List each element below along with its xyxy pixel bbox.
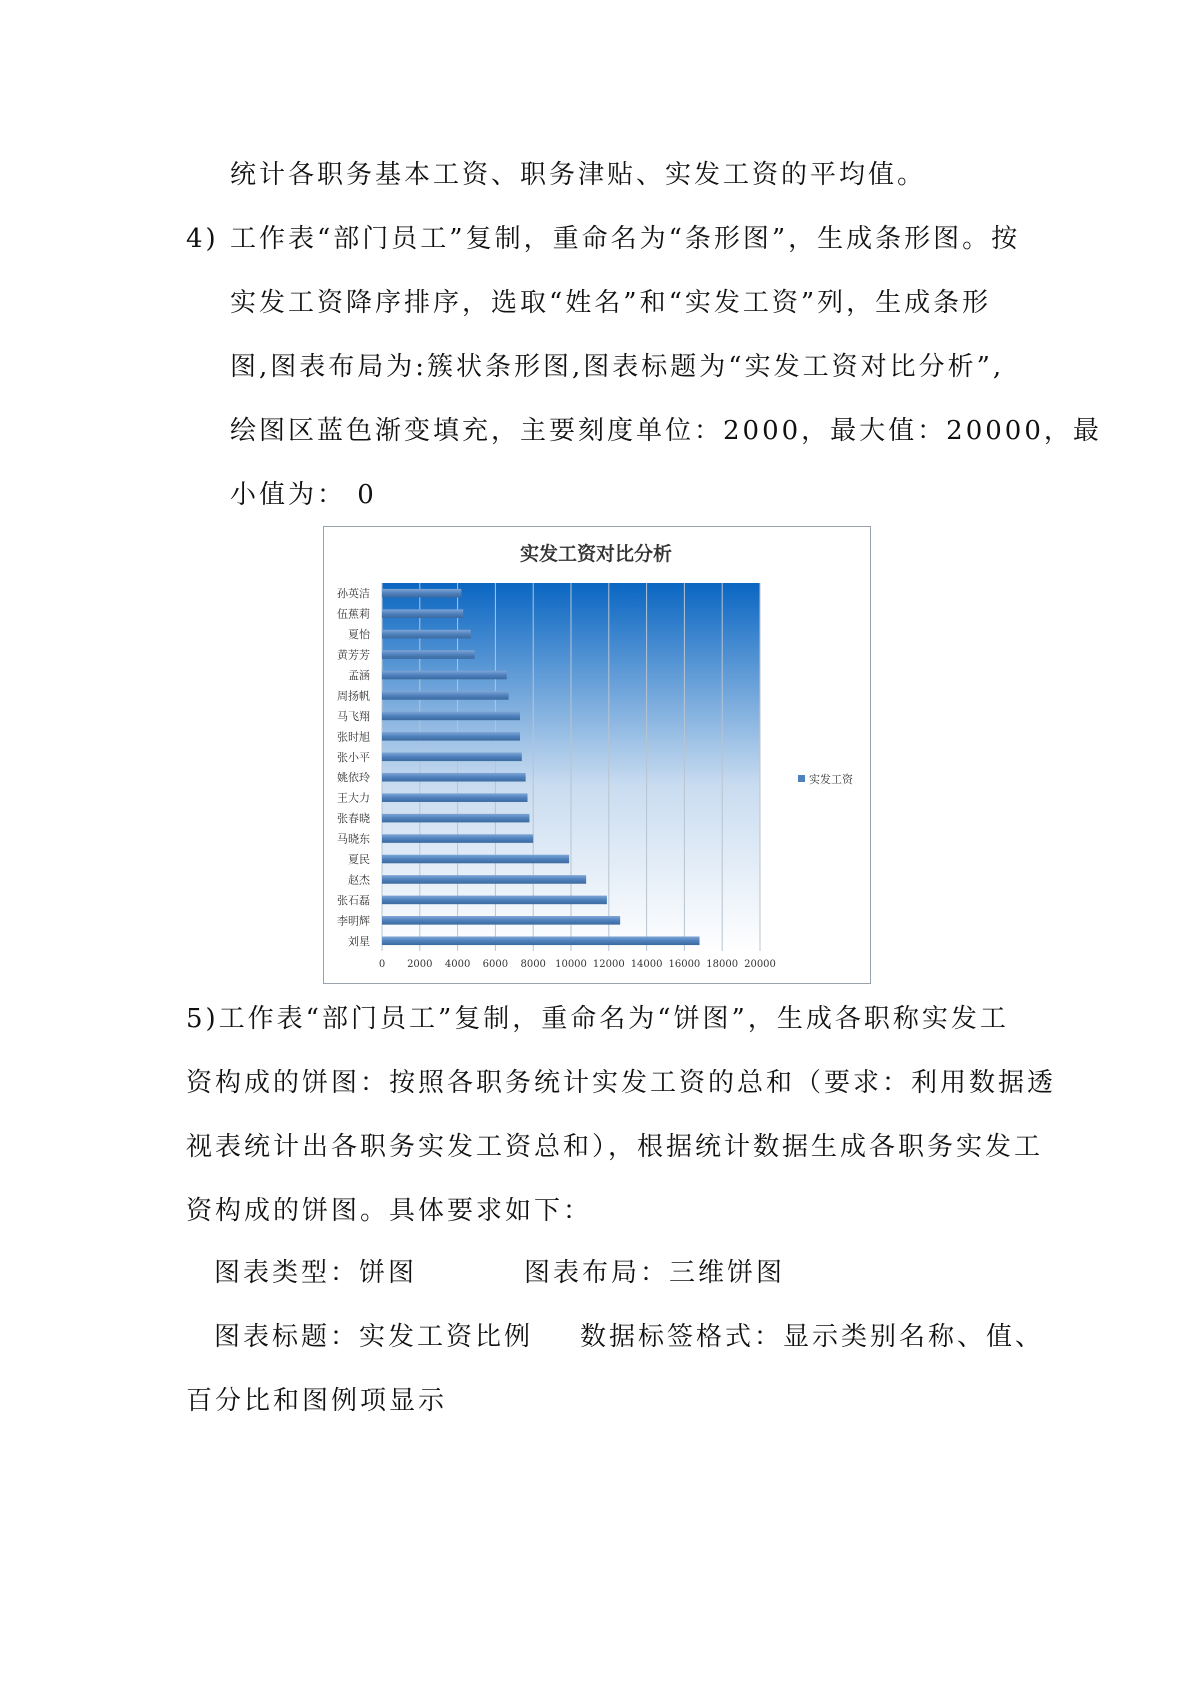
x-tick-labels xyxy=(379,959,776,970)
category-label: 张石磊 xyxy=(337,893,370,907)
x-tick-label: 16000 xyxy=(668,959,701,970)
x-tick-label: 8000 xyxy=(520,959,546,970)
bar xyxy=(382,916,620,925)
x-tick-label: 6000 xyxy=(482,959,509,970)
legend-swatch xyxy=(798,775,805,782)
req-label-format: 数据标签格式：显示类别名称、值、 xyxy=(580,1322,1045,1352)
step-5-line-4: 资构成的饼图。具体要求如下： xyxy=(186,1196,593,1226)
bar xyxy=(382,671,507,680)
x-tick-label: 2000 xyxy=(407,959,433,970)
bar xyxy=(382,691,509,700)
bar xyxy=(382,609,463,618)
category-label: 周扬帆 xyxy=(337,689,370,703)
x-tick-label: 12000 xyxy=(592,959,625,970)
req-chart-title: 图表标题：实发工资比例 xyxy=(214,1322,534,1352)
category-label: 马晓东 xyxy=(337,832,370,846)
category-label: 张小平 xyxy=(337,750,370,764)
category-label: 赵杰 xyxy=(348,873,370,887)
bar xyxy=(382,752,522,761)
category-label: 孙英洁 xyxy=(337,587,370,601)
x-tick-label: 4000 xyxy=(444,959,471,970)
category-label: 张时旭 xyxy=(337,730,370,744)
x-tick-label: 14000 xyxy=(630,959,663,970)
category-label: 刘星 xyxy=(348,934,370,948)
bar xyxy=(382,936,700,945)
step-5-line-3: 视表统计出各职务实发工资总和），根据统计数据生成各职务实发工 xyxy=(186,1132,1044,1162)
category-label: 王大力 xyxy=(337,791,370,805)
legend xyxy=(798,772,854,786)
category-label: 张春晓 xyxy=(337,812,370,826)
category-label: 夏民 xyxy=(348,853,370,866)
req-chart-layout: 图表布局：三维饼图 xyxy=(524,1258,786,1288)
legend-label: 实发工资 xyxy=(809,773,853,786)
bar-chart-svg xyxy=(324,527,870,983)
bar xyxy=(382,630,471,639)
category-label: 伍蕉莉 xyxy=(337,607,370,621)
bar xyxy=(382,814,529,823)
step-4-number: 4) xyxy=(186,224,219,254)
step-4-line-1: 工作表“部门员工”复制，重命名为“条形图”，生成条形图。按 xyxy=(230,224,1021,254)
category-label: 孟涵 xyxy=(348,669,370,682)
x-tick-label: 18000 xyxy=(706,959,739,970)
bar xyxy=(382,875,586,884)
req-chart-type: 图表类型：饼图 xyxy=(214,1258,418,1288)
bar xyxy=(382,732,520,741)
bar xyxy=(382,834,533,843)
step-5-line-1: 5)工作表“部门员工”复制，重命名为“饼图”，生成各职称实发工 xyxy=(186,1004,1009,1034)
category-label: 黄芳芳 xyxy=(337,648,370,662)
bar xyxy=(382,712,520,721)
category-label: 夏怡 xyxy=(348,628,370,642)
bar-chart xyxy=(323,526,871,984)
bar xyxy=(382,896,607,905)
category-label: 马飞翔 xyxy=(337,709,370,723)
category-labels xyxy=(337,586,371,948)
bar xyxy=(382,793,528,802)
step-4-line-3: 图,图表布局为:簇状条形图,图表标题为“实发工资对比分析”, xyxy=(230,352,1005,382)
step-4-line-4: 绘图区蓝色渐变填充，主要刻度单位：2000，最大值：20000，最 xyxy=(230,416,1102,446)
category-label: 李明辉 xyxy=(337,914,370,928)
bar xyxy=(382,773,526,782)
x-tick-label: 10000 xyxy=(555,959,587,970)
req-label-format-cont: 百分比和图例项显示 xyxy=(186,1386,448,1416)
paragraph-line: 统计各职务基本工资、职务津贴、实发工资的平均值。 xyxy=(230,160,927,190)
step-4-line-2: 实发工资降序排序，选取“姓名”和“实发工资”列，生成条形 xyxy=(230,288,992,318)
step-4-line-5: 小值为： 0 xyxy=(230,480,377,510)
bar xyxy=(382,589,461,598)
step-5-line-2: 资构成的饼图：按照各职务统计实发工资的总和（要求：利用数据透 xyxy=(186,1068,1057,1098)
category-label: 姚依玲 xyxy=(337,771,370,785)
x-tick-label: 0 xyxy=(378,959,386,970)
x-tick-label: 20000 xyxy=(744,959,776,970)
bar xyxy=(382,855,569,864)
bar xyxy=(382,650,475,659)
chart-title: 实发工资对比分析 xyxy=(519,543,673,565)
